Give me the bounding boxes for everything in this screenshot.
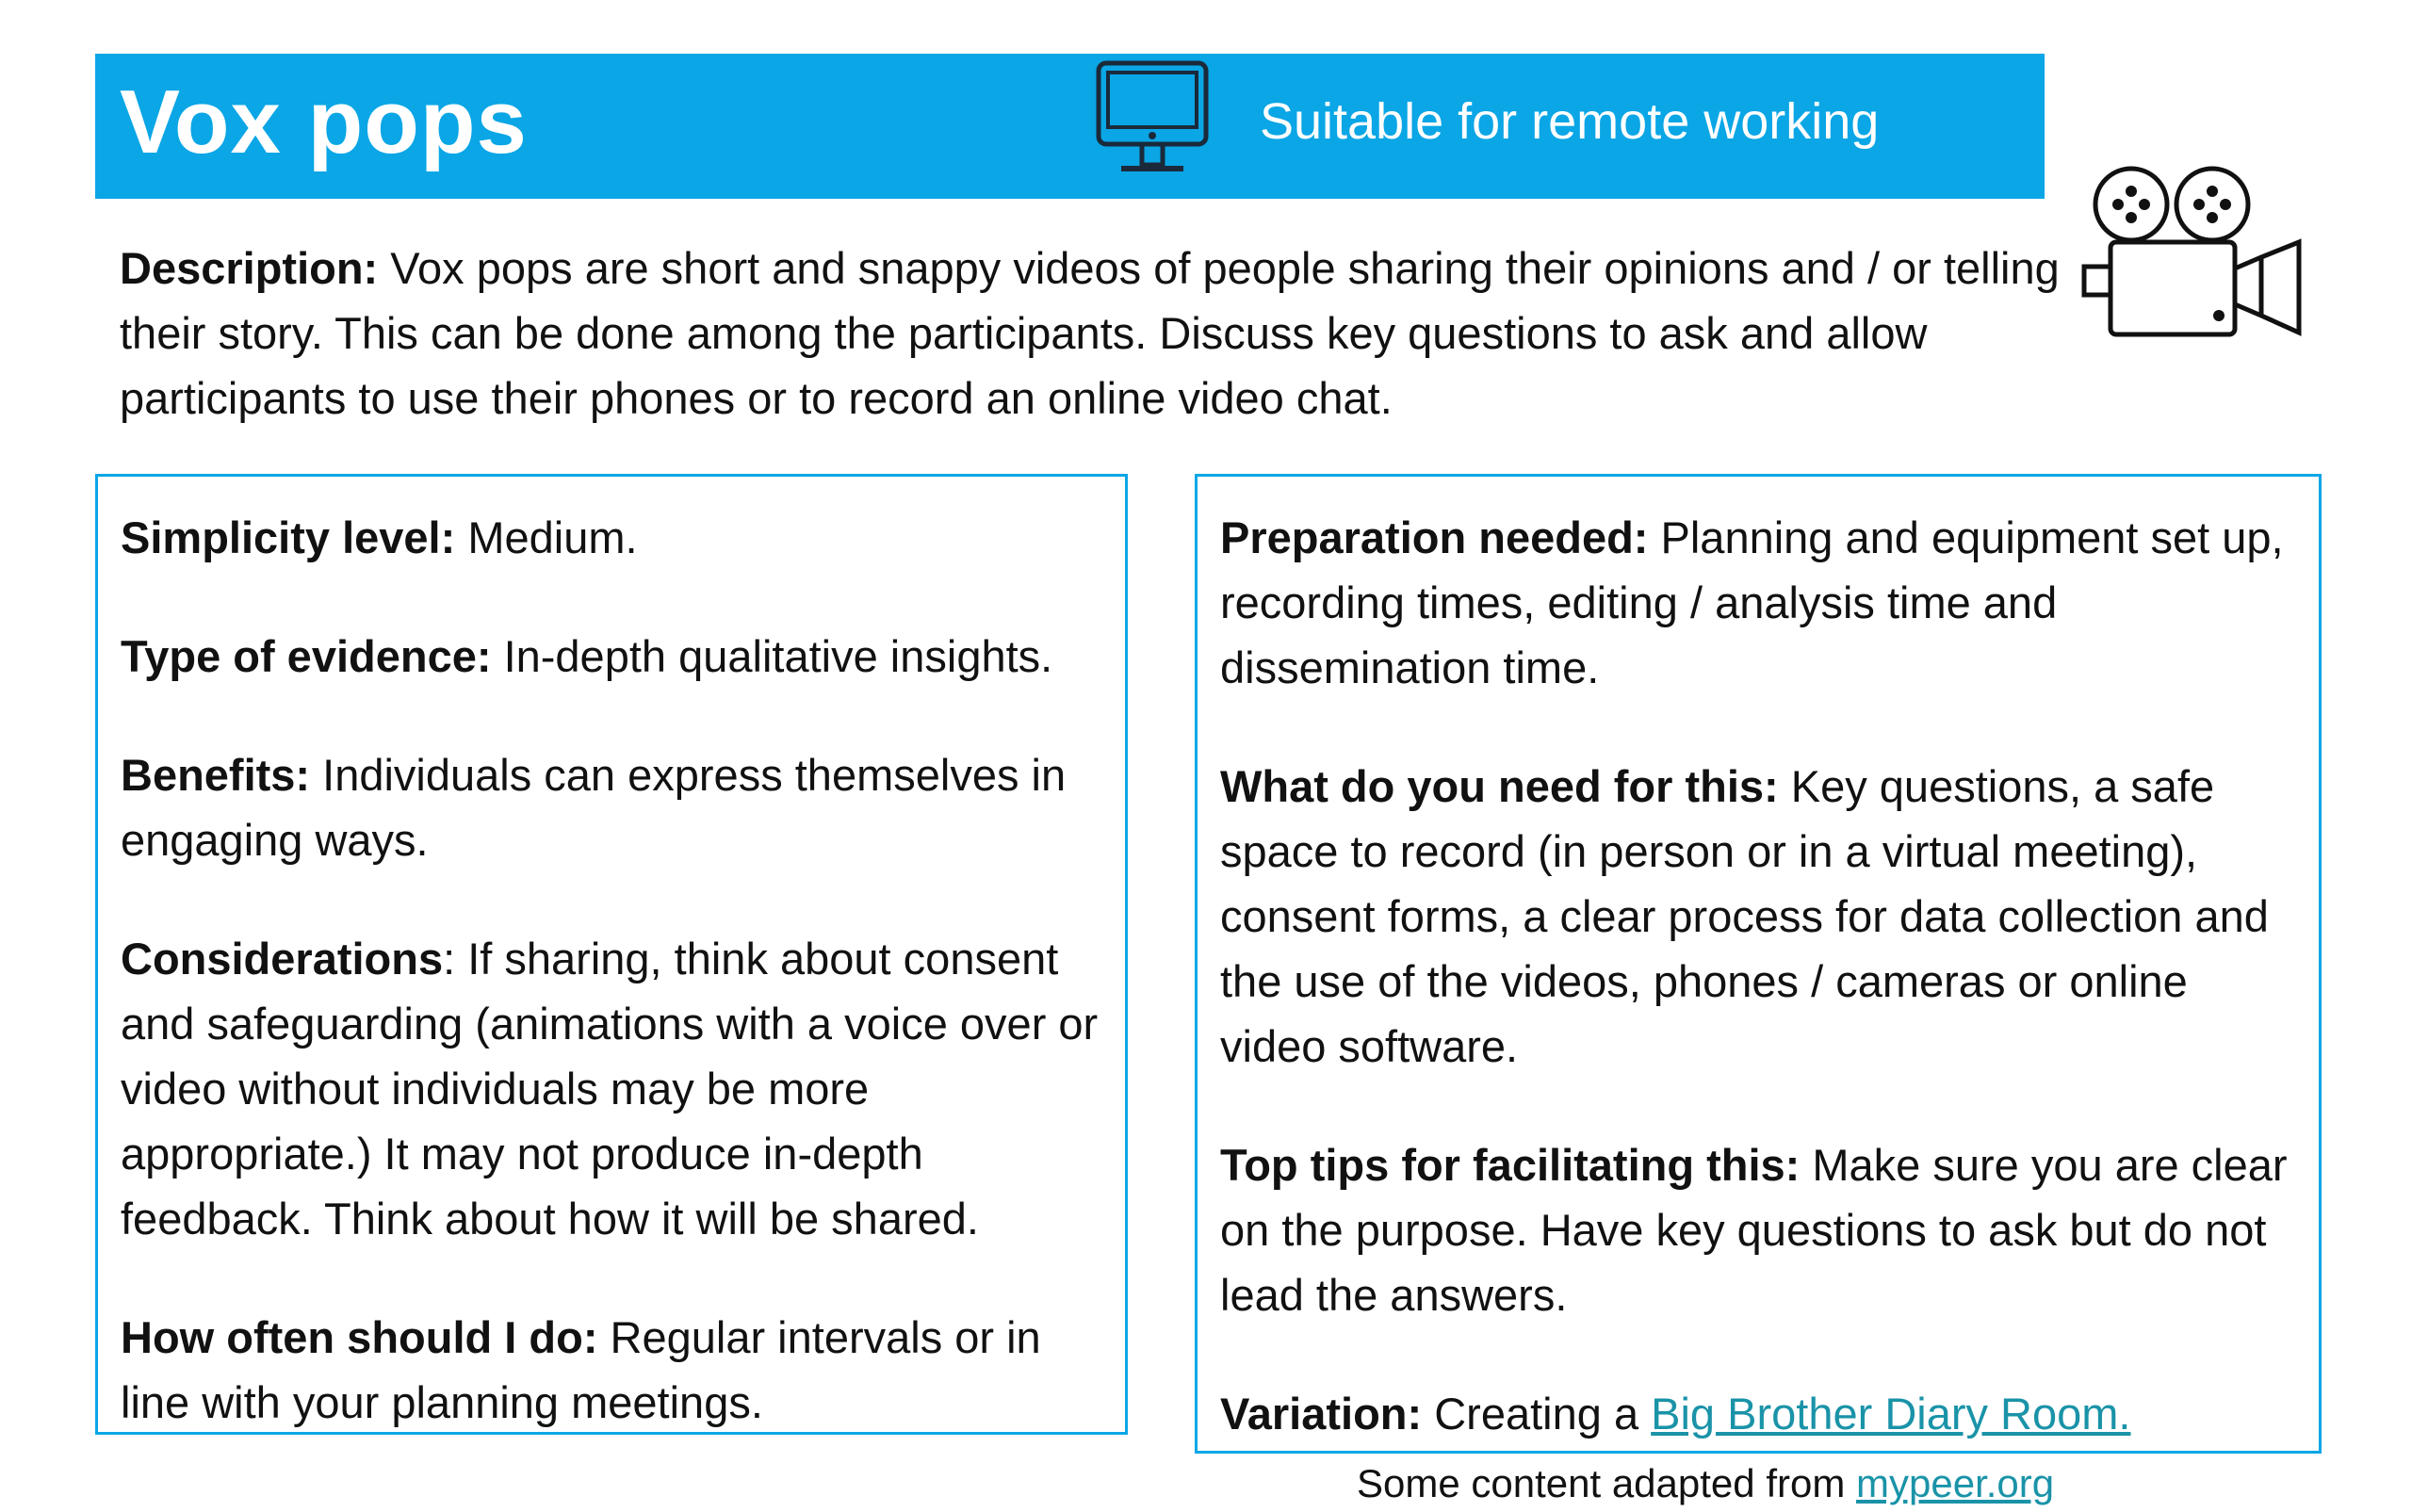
- mypeer-link[interactable]: mypeer.org: [1855, 1461, 2055, 1505]
- header-banner: [95, 54, 2045, 199]
- considerations-item: [121, 926, 1102, 1251]
- considerations-text: : If sharing, think about consent and safeguarding (animations with a voice over or video without individuals may be more appropriate.) It may not produce in-depth feedback. Think about how it will be shared.: [121, 934, 1099, 1244]
- footer-text: Some content adapted from: [1357, 1461, 1856, 1505]
- evidence-text: In-depth qualitative insights.: [491, 631, 1053, 681]
- benefits-label: Benefits:: [121, 750, 311, 800]
- evidence-item: [121, 624, 1102, 689]
- evidence-label: Type of evidence:: [121, 631, 492, 681]
- what-need-text: Key questions, a safe space to record (in person or in a virtual meeting), consent forms, a clear process for data collection and the use of the videos, phones / cameras or online video software.: [1220, 761, 2269, 1071]
- preparation-item: [1220, 505, 2296, 700]
- how-often-item: [121, 1305, 1102, 1435]
- preparation-text: Planning and equipment set up, recording times, editing / analysis time and dissemination time.: [1220, 512, 2284, 692]
- video-camera-icon: [2073, 165, 2308, 344]
- top-tips-label: Top tips for facilitating this:: [1220, 1140, 1801, 1190]
- simplicity-label: Simplicity level:: [121, 512, 456, 562]
- footer-attribution: [1357, 1455, 2054, 1512]
- big-brother-diary-room-link[interactable]: Big Brother Diary Room.: [1651, 1389, 2131, 1439]
- what-need-label: What do you need for this:: [1220, 761, 1779, 811]
- how-often-label: How often should I do:: [121, 1312, 598, 1362]
- description-label: Description:: [120, 243, 379, 293]
- page-title: Vox pops: [120, 72, 528, 172]
- top-tips-item: [1220, 1132, 2296, 1327]
- remote-working-label: Suitable for remote working: [1260, 93, 1880, 150]
- considerations-label: Considerations: [121, 934, 444, 984]
- right-info-box: [1195, 474, 2322, 1454]
- variation-text: Creating a: [1422, 1389, 1652, 1439]
- preparation-label: Preparation needed:: [1220, 512, 1649, 562]
- what-need-item: [1220, 754, 2296, 1079]
- monitor-icon: [1095, 59, 1210, 180]
- simplicity-item: [121, 505, 1102, 570]
- top-tips-text: Make sure you are clear on the purpose. Have key questions to ask but do not lead the answers.: [1220, 1140, 2288, 1320]
- simplicity-text: Medium.: [455, 512, 638, 562]
- description-paragraph: [120, 236, 2061, 431]
- variation-item: [1220, 1381, 2296, 1446]
- left-info-box: [95, 474, 1128, 1435]
- benefits-text: Individuals can express themselves in engaging ways.: [121, 750, 1067, 865]
- description-text: Vox pops are short and snappy videos of people sharing their opinions and / or telling their story. This can be done among the participants. Discuss key questions to ask and allow participants to use their phones or to record an online video chat.: [120, 243, 2060, 423]
- benefits-item: [121, 742, 1102, 872]
- how-often-text: Regular intervals or in line with your planning meetings.: [121, 1312, 1041, 1427]
- variation-label: Variation:: [1220, 1389, 1423, 1439]
